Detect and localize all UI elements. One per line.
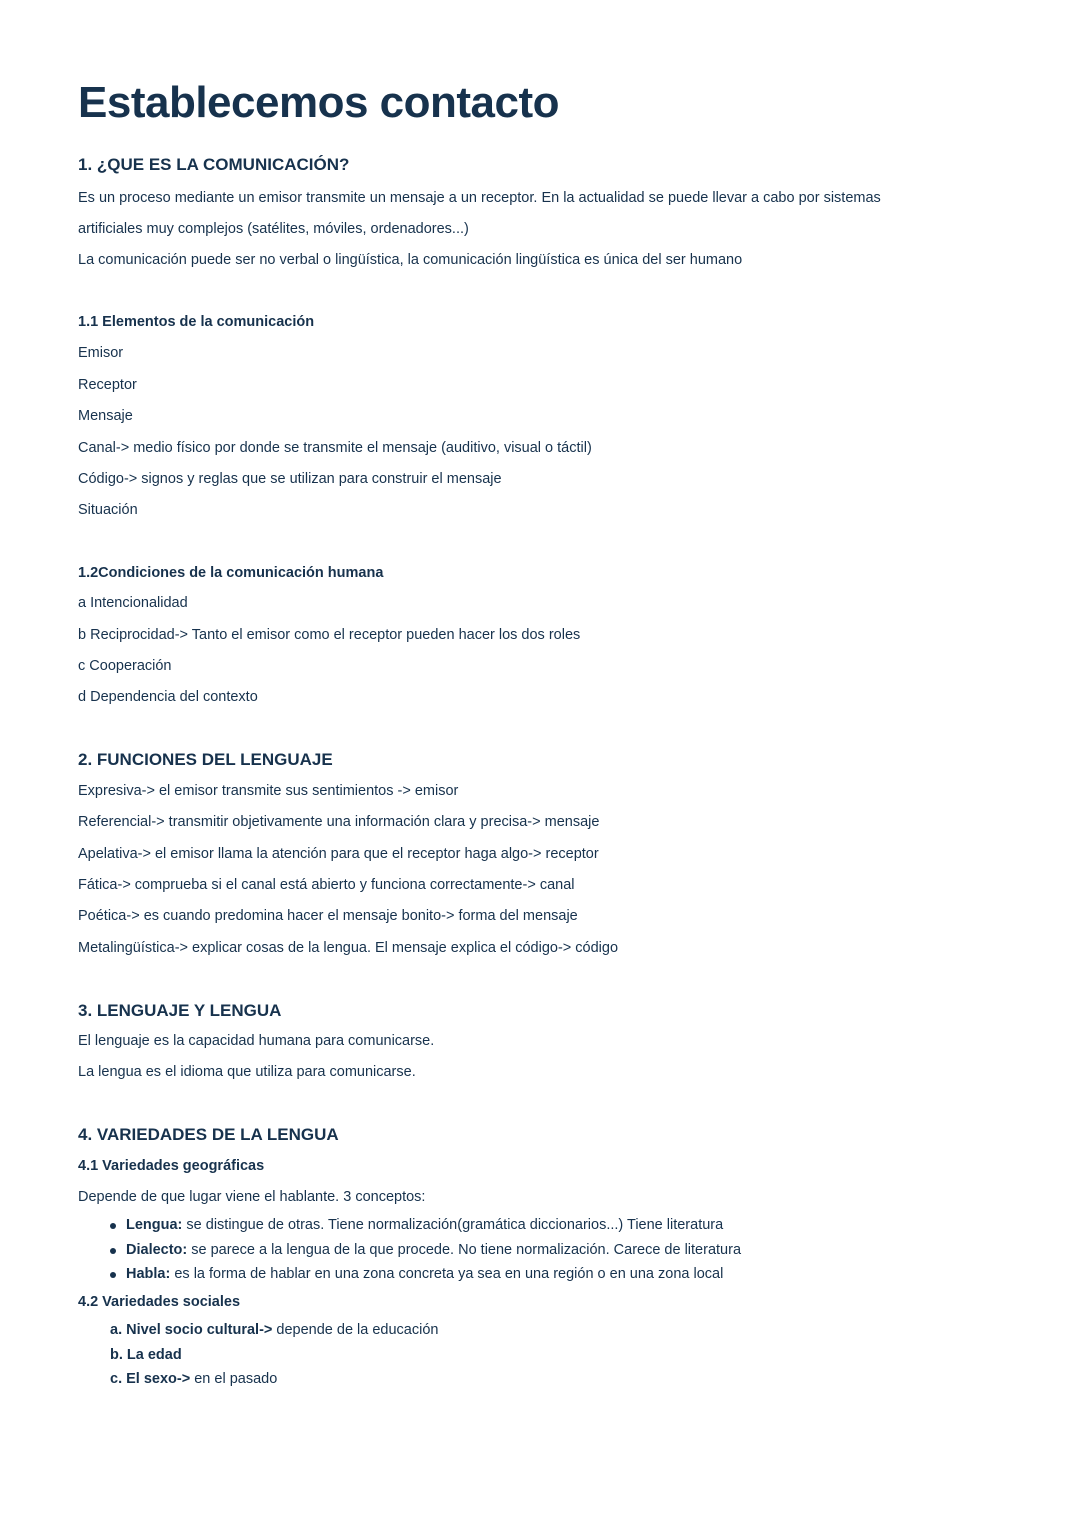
section-1-paragraph-3: La comunicación puede ser no verbal o lingüística, la comunicación lingüística es única del ser humano: [78, 252, 743, 268]
function-item: Referencial-> transmitir objetivamente una información clara y precisa-> mensaje: [78, 814, 600, 830]
geographic-varieties-list: [108, 1213, 741, 1287]
condition-item: d Dependencia del contexto: [78, 689, 258, 705]
function-item: Apelativa-> el emisor llama la atención para que el receptor haga algo-> receptor: [78, 846, 599, 862]
section-4-heading: 4. VARIEDADES DE LA LENGUA: [78, 1125, 339, 1144]
language-item: El lenguaje es la capacidad humana para comunicarse.: [78, 1033, 435, 1049]
section-1-paragraph-2: artificiales muy complejos (satélites, móviles, ordenadores...): [78, 221, 469, 237]
condition-item: b Reciprocidad-> Tanto el emisor como el receptor pueden hacer los dos roles: [78, 627, 581, 643]
element-item: Situación: [78, 502, 138, 518]
section-4-2-heading: 4.2 Variedades sociales: [78, 1294, 241, 1310]
condition-item: a Intencionalidad: [78, 595, 188, 611]
section-4-1-heading: 4.1 Variedades geográficas: [78, 1158, 265, 1174]
definition: en el pasado: [190, 1371, 278, 1387]
section-4-1-intro: Depende de que lugar viene el hablante. 3 conceptos:: [78, 1189, 426, 1205]
function-item: Metalingüística-> explicar cosas de la lengua. El mensaje explica el código-> código: [78, 940, 619, 956]
section-1-2-heading: 1.2Condiciones de la comunicación humana: [78, 565, 384, 581]
section-1-heading: 1. ¿QUE ES LA COMUNICACIÓN?: [78, 155, 350, 174]
section-3-heading: 3. LENGUAJE Y LENGUA: [78, 1001, 282, 1020]
element-item: Canal-> medio físico por donde se transmite el mensaje (auditivo, visual o táctil): [78, 440, 592, 456]
element-item: Mensaje: [78, 408, 133, 424]
page-title: Establecemos contacto: [78, 78, 559, 127]
term: Dialecto:: [126, 1241, 188, 1258]
language-item: La lengua es el idioma que utiliza para comunicarse.: [78, 1064, 416, 1080]
term: c. El sexo->: [110, 1371, 191, 1387]
condition-item: c Cooperación: [78, 658, 172, 674]
element-item: Receptor: [78, 377, 137, 393]
list-item: [110, 1318, 438, 1343]
term: a. Nivel socio cultural->: [110, 1322, 273, 1338]
function-item: Fática-> comprueba si el canal está abierto y funciona correctamente-> canal: [78, 877, 575, 893]
list-item: [108, 1213, 741, 1238]
definition: depende de la educación: [272, 1322, 439, 1338]
function-item: Poética-> es cuando predomina hacer el mensaje bonito-> forma del mensaje: [78, 908, 578, 924]
definition: se distingue de otras. Tiene normalización(gramática diccionarios...) Tiene literatura: [182, 1217, 724, 1233]
section-2-heading: 2. FUNCIONES DEL LENGUAJE: [78, 750, 333, 769]
list-item: [108, 1238, 741, 1263]
list-item: [108, 1262, 741, 1287]
definition: es la forma de hablar en una zona concreta ya sea en una región o en una zona local: [170, 1266, 724, 1282]
section-1-1-heading: 1.1 Elementos de la comunicación: [78, 314, 315, 330]
term: b. La edad: [110, 1346, 182, 1363]
social-varieties-list: [110, 1318, 438, 1392]
element-item: Emisor: [78, 345, 124, 361]
definition: se parece a la lengua de la que procede. No tiene normalización. Carece de literatura: [187, 1241, 742, 1258]
section-1-paragraph-1: Es un proceso mediante un emisor transmite un mensaje a un receptor. En la actualidad se puede llevar a cabo por sistemas: [78, 190, 881, 206]
element-item: Código-> signos y reglas que se utilizan para construir el mensaje: [78, 471, 502, 487]
function-item: Expresiva-> el emisor transmite sus sentimientos -> emisor: [78, 783, 459, 799]
term: Lengua:: [126, 1217, 183, 1233]
list-item: [110, 1367, 438, 1392]
term: Habla:: [126, 1266, 171, 1282]
list-item: [110, 1343, 438, 1368]
